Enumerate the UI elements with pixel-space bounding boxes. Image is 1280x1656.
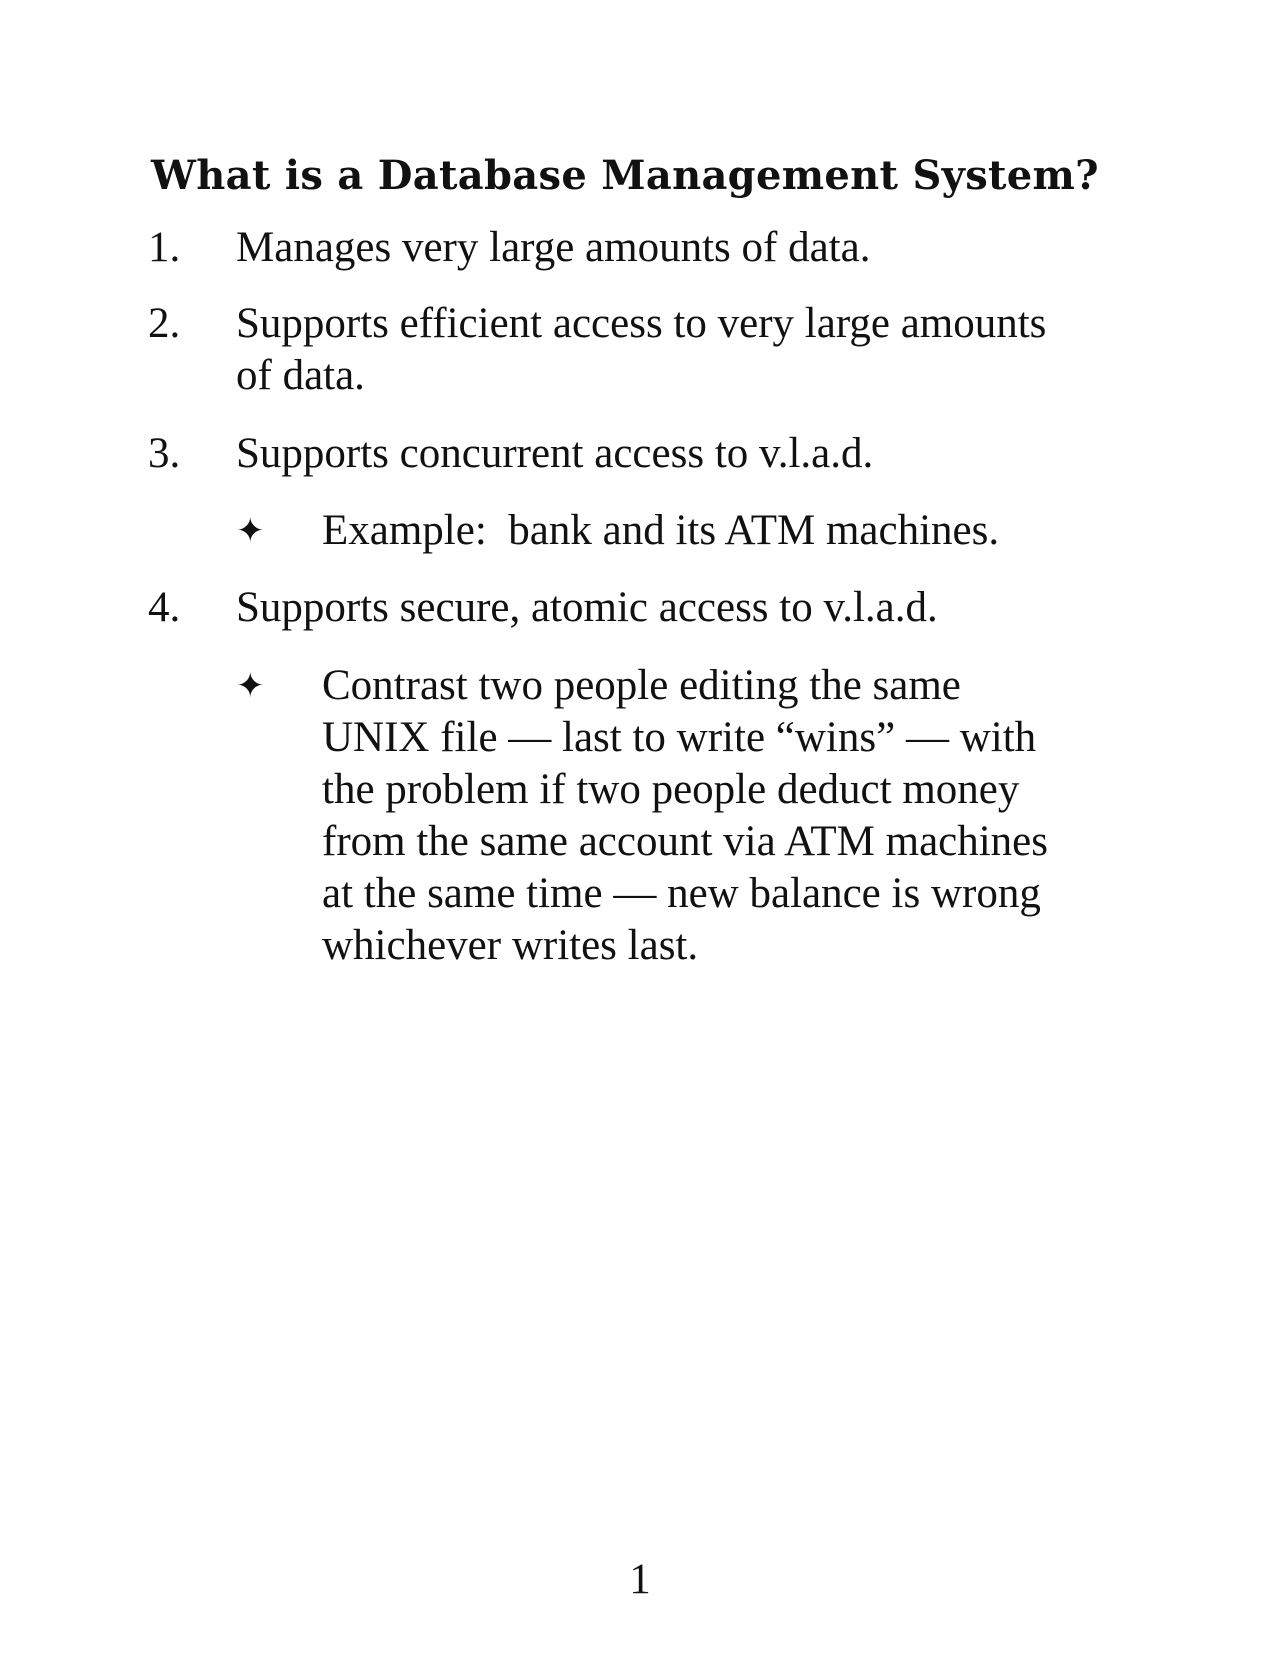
sub-item-text-line: Contrast two people editing the same [322,662,961,709]
item-number: 4. [148,584,181,631]
item-number: 1. [148,224,181,271]
item-text-line: Manages very large amounts of data. [236,224,871,271]
item-text [236,298,1126,402]
item-text-line: Supports secure, atomic access to v.l.a.d. [236,584,938,631]
item-number: 3. [148,430,181,477]
sub-item-text [322,660,1132,972]
sub-item-text-line: Example: bank and its ATM machines. [322,507,1000,554]
sub-item-text-line: the problem if two people deduct money [322,766,1020,813]
item-text [236,582,1126,634]
item-number: 2. [148,300,181,347]
page-title: What is a Database Management System? [151,152,1099,199]
item-text [236,428,1126,480]
four-pointed-star-bullet-icon: ✦ [236,511,265,551]
sub-item-text-line: from the same account via ATM machines [322,818,1049,865]
item-text-line: of data. [236,352,365,399]
sub-item-text-line: whichever writes last. [322,922,699,969]
item-text-line: Supports efficient access to very large amounts [236,300,1047,347]
item-text-line: Supports concurrent access to v.l.a.d. [236,430,874,477]
sub-item-text-line: UNIX file — last to write “wins” — with [322,714,1037,761]
four-pointed-star-bullet-icon: ✦ [236,666,265,706]
page-number: 1 [629,1556,651,1603]
sub-item-text [322,505,1132,557]
sub-item-text-line: at the same time — new balance is wrong [322,870,1041,917]
item-text [236,222,1126,274]
